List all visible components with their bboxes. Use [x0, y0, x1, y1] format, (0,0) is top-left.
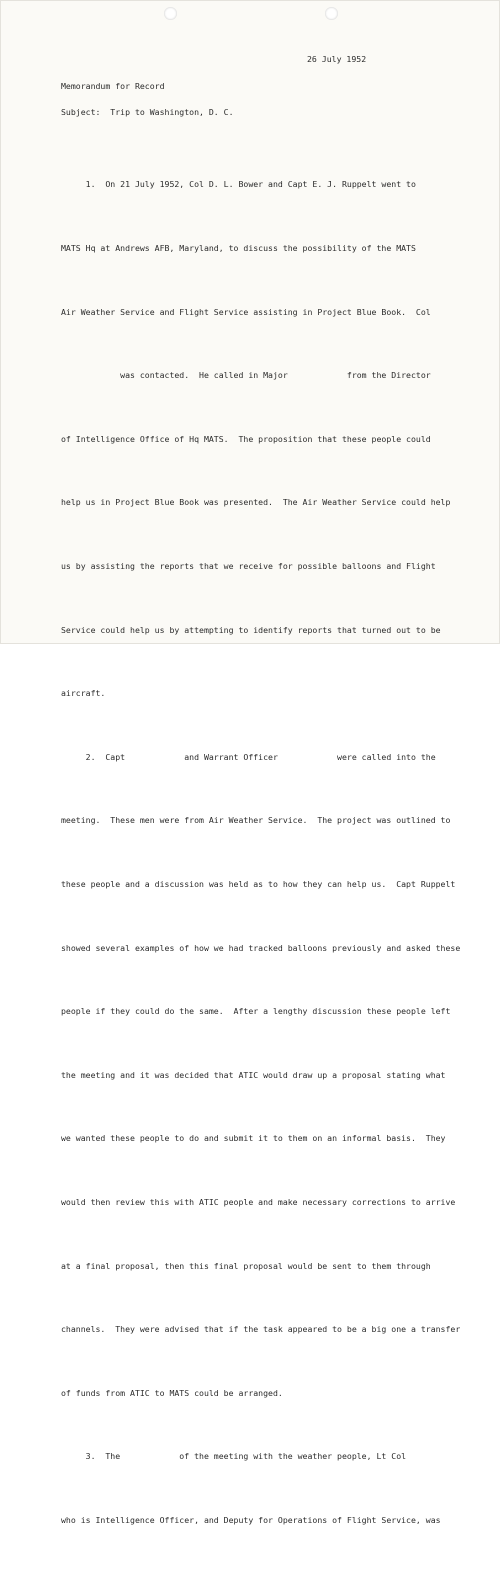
memo-heading: Memorandum for Record [61, 81, 165, 91]
body-line: the meeting and it was decided that ATIC would draw up a proposal stating what [61, 1069, 446, 1080]
body-line: showed several examples of how we had tracked balloons previously and asked these [61, 942, 461, 953]
body-line: channels. They were advised that if the task appeared to be a big one a transfer [61, 1324, 461, 1335]
body-line: Air Weather Service and Flight Service assisting in Project Blue Book. Col [61, 306, 431, 317]
punch-hole-right [325, 7, 338, 20]
subject-line: Subject: Trip to Washington, D. C. [61, 107, 234, 117]
body-line: of funds from ATIC to MATS could be arranged. [61, 1387, 283, 1398]
body-line: help us in Project Blue Book was presented. The Air Weather Service could help [61, 497, 451, 508]
body-line: of Intelligence Office of Hq MATS. The proposition that these people could [61, 433, 431, 444]
body-line: these people and a discussion was held as to how they can help us. Capt Ruppelt [61, 878, 456, 889]
body-line: MATS Hq at Andrews AFB, Maryland, to discuss the possibility of the MATS [61, 243, 416, 253]
document-date: 26 July 1952 [307, 54, 367, 64]
body-line: 1. On 21 July 1952, Col D. L. Bower and Capt E. J. Ruppelt went to [61, 179, 416, 190]
body-line: us by assisting the reports that we receive for possible balloons and Flight [61, 560, 436, 571]
punch-hole-left [164, 7, 177, 20]
body-line: 3. The of the meeting with the weather people, Lt Col [61, 1451, 407, 1462]
body-line: Service could help us by attempting to identify reports that turned out to be [61, 624, 441, 635]
body-line: people if they could do the same. After a lengthy discussion these people left [61, 1006, 451, 1017]
body-line: was contacted. He called in Major from the Director [61, 370, 431, 381]
body-line: aircraft. [61, 688, 106, 699]
body-line: we wanted these people to do and submit it to them on an informal basis. They [61, 1133, 446, 1144]
body-line: meeting. These men were from Air Weather Service. The project was outlined to [61, 815, 451, 826]
memo-body [61, 132, 460, 1573]
body-line: 2. Capt and Warrant Officer were called into the [61, 751, 436, 762]
body-line: would then review this with ATIC people and make necessary corrections to arrive [61, 1196, 456, 1207]
body-line: at a final proposal, then this final proposal would be sent to them through [61, 1260, 431, 1271]
body-line: who is Intelligence Officer, and Deputy for Operations of Flight Service, was [61, 1514, 441, 1525]
